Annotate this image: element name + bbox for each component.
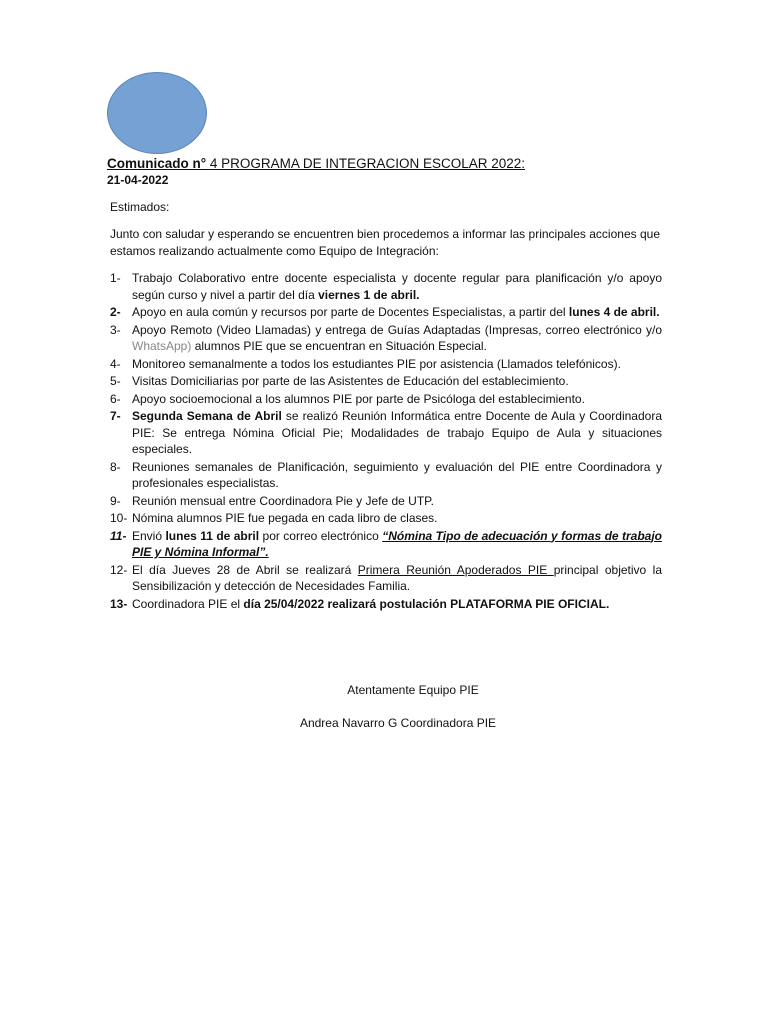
item-text-part: Envió [132, 528, 166, 543]
list-item [110, 528, 662, 561]
item-number: 9- [110, 493, 121, 508]
item-text-bold: día 25/04/2022 realizará postulación PLATAFORMA PIE OFICIAL. [243, 596, 610, 611]
item-number: 11- [110, 528, 127, 543]
item-text-bold: viernes 1 de abril. [318, 287, 420, 302]
item-text-part: Trabajo Colaborativo entre docente especialista y docente regular para planificación y/o apoyo según curso y nivel a partir del día [132, 271, 662, 302]
document-date: 21-04-2022 [107, 173, 169, 187]
intro-paragraph: Junto con saludar y esperando se encuentren bien procedemos a informar las principales acciones que estamos realizando actualmente como Equipo de Integración: [110, 227, 660, 258]
item-number: 1- [110, 271, 121, 285]
item-number: 10- [110, 511, 128, 525]
item-text [132, 322, 662, 355]
list-item [110, 493, 662, 510]
item-text-part: por correo electrónico [259, 528, 383, 543]
item-text: Reuniones semanales de Planificación, seguimiento y evaluación del PIE entre Coordinadora y profesionales especialistas. [132, 459, 662, 490]
item-text [132, 408, 662, 458]
item-text [132, 270, 662, 303]
item-text-part: principal objetivo la Sensibilización y detección de Necesidades Familia. [132, 562, 663, 593]
list-item [110, 373, 662, 390]
item-text-part: Coordinadora PIE el [132, 596, 244, 611]
item-text-part: El día Jueves 28 de Abril se realizará [132, 562, 358, 577]
item-number: 13- [110, 596, 128, 611]
item-number: 8- [110, 459, 121, 474]
list-item [110, 596, 662, 613]
item-text: Nómina alumnos PIE fue pegada en cada libro de clases. [132, 511, 438, 525]
list-item [110, 391, 662, 408]
title-lead: Comunicado n° [107, 156, 210, 171]
whatsapp-text: WhatsApp) [132, 339, 192, 353]
item-text [132, 596, 662, 613]
item-text-bold: lunes 11 de abril [165, 528, 260, 543]
closing-line: Atentamente Equipo PIE [347, 683, 479, 697]
item-text: Monitoreo semanalmente a todos los estudiantes PIE por asistencia (Llamados telefónicos). [132, 356, 621, 371]
list-item [110, 510, 662, 527]
signature-line: Andrea Navarro G Coordinadora PIE [299, 716, 497, 730]
item-number: 7- [110, 409, 121, 423]
item-text: Apoyo socioemocional a los alumnos PIE por parte de Psicóloga del establecimiento. [132, 391, 585, 406]
item-text [132, 562, 662, 595]
item-text-part: Apoyo Remoto (Video Llamadas) y entrega de Guías Adaptadas (Impresas, correo electrónico y/o [132, 322, 662, 337]
title-rest: 4 PROGRAMA DE INTEGRACION ESCOLAR 2022: [209, 156, 525, 171]
item-text [132, 528, 662, 561]
item-number: 3- [110, 322, 121, 337]
item-number: 12- [110, 562, 128, 577]
item-number: 6- [110, 391, 121, 406]
item-text-underlined: Primera Reunión Apoderados PIE [357, 562, 554, 577]
item-text-bold: Segunda Semana de Abril [132, 409, 282, 423]
list-item [110, 562, 662, 595]
item-number: 4- [110, 356, 121, 371]
greeting: Estimados: [110, 200, 170, 214]
list-item [110, 322, 662, 355]
item-text-part: alumnos PIE que se encuentran en Situación Especial. [191, 339, 487, 353]
list-item [110, 270, 662, 303]
logo-ellipse [107, 72, 207, 154]
item-number: 5- [110, 374, 121, 388]
item-number: 2- [110, 305, 121, 319]
item-text: Reunión mensual entre Coordinadora Pie y Jefe de UTP. [132, 493, 434, 508]
list-item [110, 408, 662, 458]
item-text [132, 304, 662, 321]
item-text: Visitas Domiciliarias por parte de las Asistentes de Educación del establecimiento. [132, 374, 569, 388]
item-text-emphasis: “Nómina Tipo de adecuación y formas de trabajo PIE y Nómina Informal”. [132, 528, 663, 559]
item-text-part: se realizó Reunión Informática entre Docente de Aula y Coordinadora PIE: Se entrega Nómina Oficial Pie; Modalidades de trabajo Equipo de Aula y situaciones especiales. [132, 409, 663, 456]
list-item [110, 459, 662, 492]
list-item [110, 356, 662, 373]
action-list [110, 270, 662, 613]
document-title [107, 156, 525, 171]
list-item [110, 304, 662, 321]
item-text-part: Apoyo en aula común y recursos por parte de Docentes Especialistas, a partir del [132, 305, 569, 319]
item-text-bold: lunes 4 de abril. [568, 305, 660, 319]
